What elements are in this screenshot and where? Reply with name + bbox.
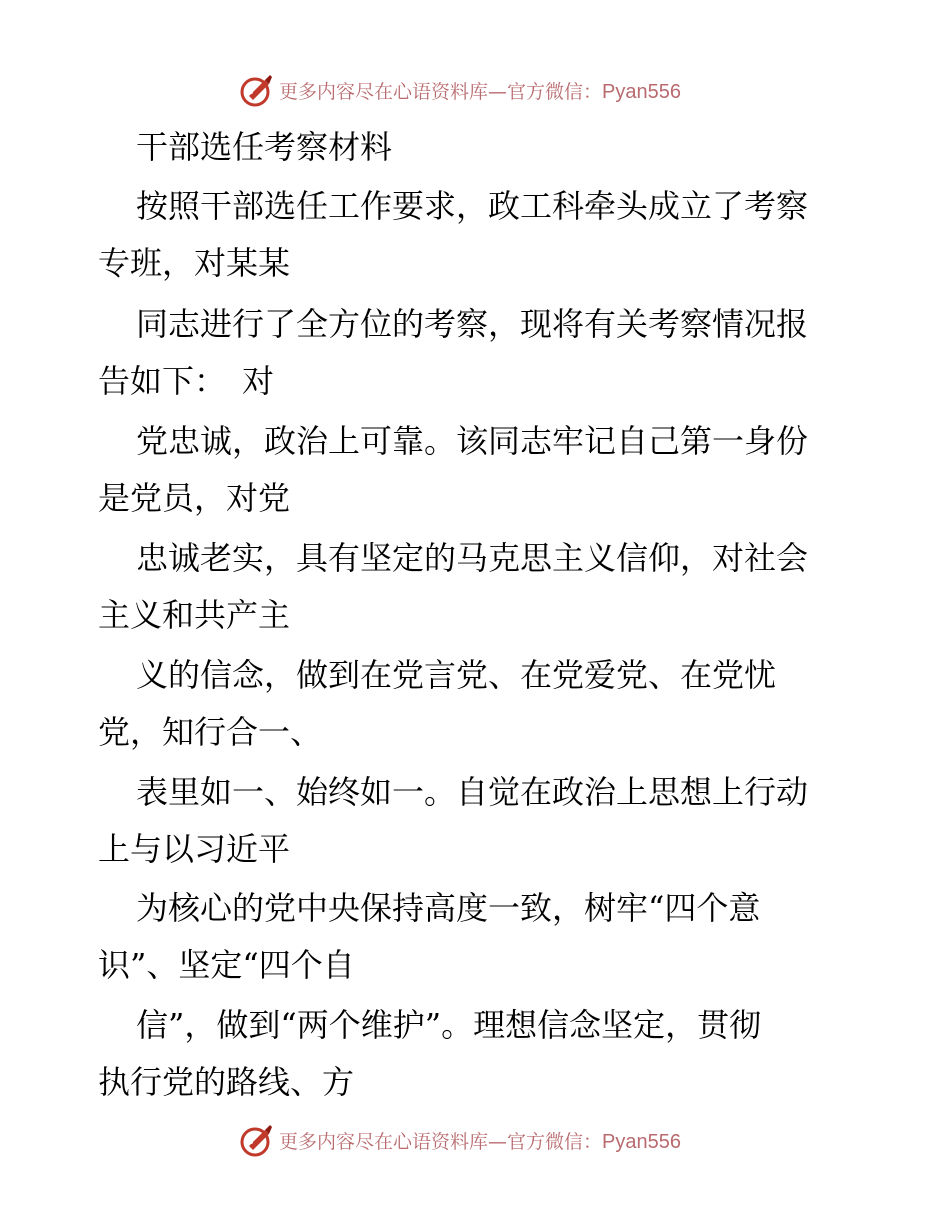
- text-line: 识”、坚定“四个自: [98, 946, 355, 984]
- text-line: 信”，做到“两个维护”。理想信念坚定，贯彻: [136, 1006, 762, 1044]
- header-watermark: [0, 72, 950, 108]
- watermark-text: 更多内容尽在心语资料库—官方微信：Pyan556: [279, 80, 681, 103]
- text-line: 告如下： 对: [98, 362, 275, 400]
- footer-watermark: [0, 1122, 950, 1158]
- text-line: 党，知行合一、: [98, 713, 323, 751]
- text-line: 同志进行了全方位的考察，现将有关考察情况报: [136, 305, 809, 343]
- text-line: 按照干部选任工作要求，政工科牵头成立了考察: [136, 187, 809, 225]
- text-line: 党忠诚，政治上可靠。该同志牢记自己第一身份: [136, 422, 809, 460]
- text-line: 主义和共产主: [98, 596, 291, 634]
- document-title: 干部选任考察材料: [136, 128, 393, 166]
- text-line: 忠诚老实，具有坚定的马克思主义信仰，对社会: [136, 539, 809, 577]
- red-ink-pen-logo-icon: [239, 1122, 275, 1158]
- text-line: 执行党的路线、方: [98, 1063, 355, 1101]
- text-line: 上与以习近平: [98, 830, 291, 868]
- text-line: 表里如一、始终如一。自觉在政治上思想上行动: [136, 773, 809, 811]
- text-line: 为核心的党中央保持高度一致，树牢“四个意: [136, 889, 761, 927]
- text-line: 义的信念，做到在党言党、在党爱党、在党忧: [136, 656, 777, 694]
- text-line: 专班，对某某: [98, 244, 291, 282]
- text-line: 是党员，对党: [98, 479, 291, 517]
- red-ink-pen-logo-icon: [239, 72, 275, 108]
- watermark-text: 更多内容尽在心语资料库—官方微信：Pyan556: [279, 1130, 681, 1153]
